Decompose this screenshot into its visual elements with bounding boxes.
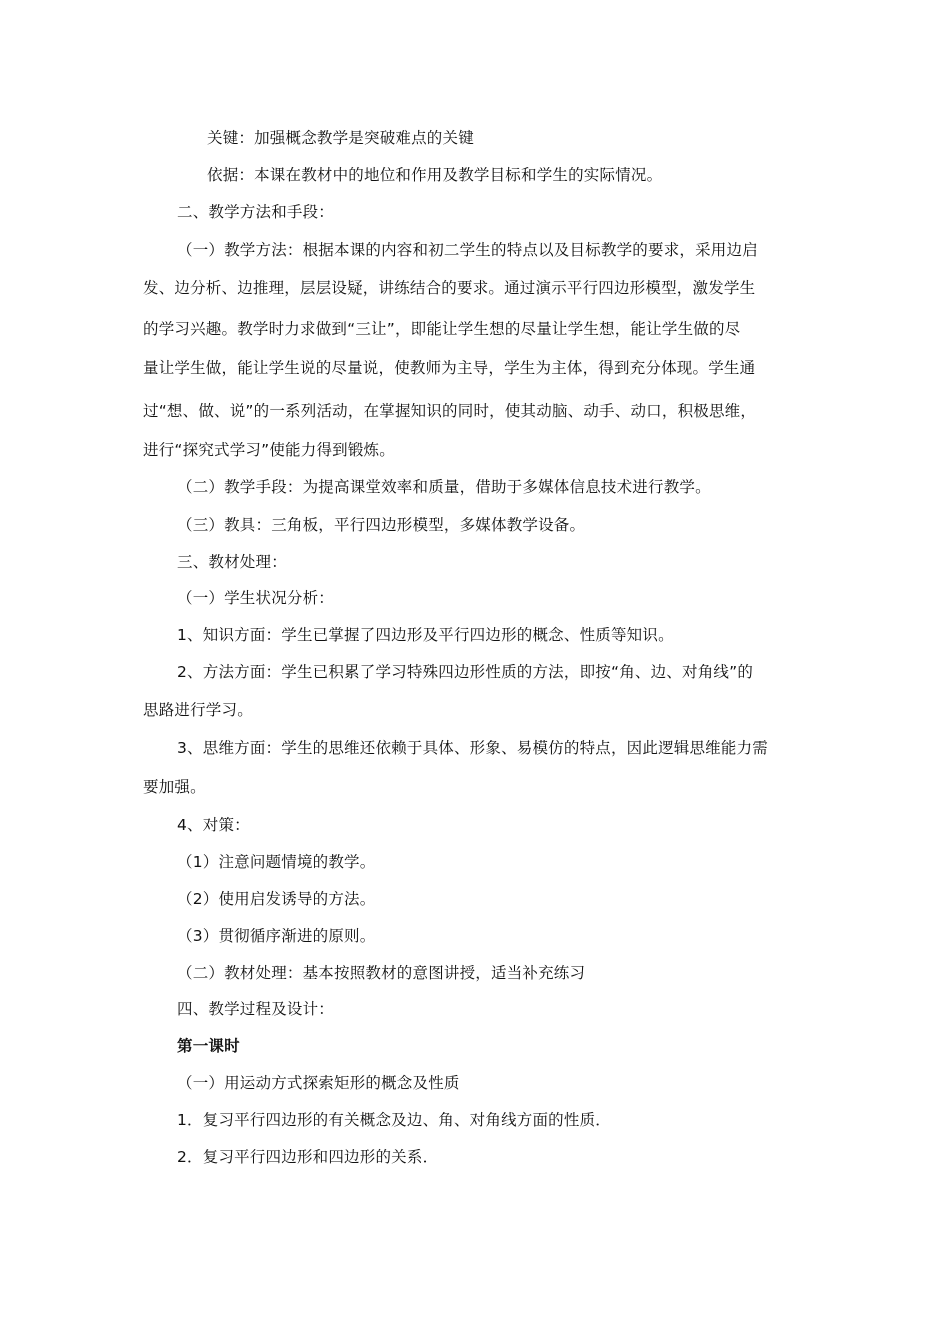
- paragraph-line: （一）教学方法：根据本课的内容和初二学生的特点以及目标教学的要求，采用边启: [177, 241, 758, 259]
- list-item: 4、对策：: [177, 816, 250, 834]
- paragraph-line: 发、边分析、边推理，层层设疑，讲练结合的要求。通过演示平行四边形模型，激发学生: [143, 279, 756, 297]
- paragraph-line: （三）教具：三角板，平行四边形模型，多媒体教学设备。: [177, 516, 586, 534]
- section-heading-2: 二、教学方法和手段：: [177, 203, 335, 221]
- paragraph-line: 的学习兴趣。教学时力求做到“三让”，即能让学生想的尽量让学生想，能让学生做的尽: [143, 320, 741, 338]
- list-item: 1．复习平行四边形的有关概念及边、角、对角线方面的性质．: [177, 1111, 611, 1129]
- list-item: （1）注意问题情境的教学。: [177, 853, 376, 871]
- paragraph-line: 量让学生做，能让学生说的尽量说，使教师为主导，学生为主体，得到充分体现。学生通: [143, 359, 756, 377]
- list-item: 1、知识方面：学生已掌握了四边形及平行四边形的概念、性质等知识。: [177, 626, 674, 644]
- paragraph-line: （二）教学手段：为提高课堂效率和质量，借助于多媒体信息技术进行教学。: [177, 478, 711, 496]
- list-item: （3）贯彻循序渐进的原则。: [177, 927, 376, 945]
- key-point-line: 关键：加强概念教学是突破难点的关键: [207, 129, 474, 147]
- section-heading-4: 四、教学过程及设计：: [177, 1000, 335, 1018]
- section-heading-3: 三、教材处理：: [177, 553, 287, 571]
- list-item: 2、方法方面：学生已积累了学习特殊四边形性质的方法，即按“角、边、对角线”的: [177, 663, 754, 681]
- list-item: 2．复习平行四边形和四边形的关系．: [177, 1148, 439, 1166]
- list-item: （2）使用启发诱导的方法。: [177, 890, 376, 908]
- subsection-heading: （二）教材处理：基本按照教材的意图讲授，适当补充练习: [177, 964, 586, 982]
- paragraph-line: 进行“探究式学习”使能力得到锻炼。: [143, 441, 395, 459]
- paragraph-line: 过“想、做、说”的一系列活动，在掌握知识的同时，使其动脑、动手、动口，积极思维，: [143, 402, 757, 420]
- lesson-title: 第一课时: [177, 1037, 240, 1055]
- basis-line: 依据：本课在教材中的地位和作用及教学目标和学生的实际情况。: [207, 166, 663, 184]
- list-item-continuation: 要加强。: [143, 778, 206, 796]
- list-item-continuation: 思路进行学习。: [143, 701, 253, 719]
- list-item: 3、思维方面：学生的思维还依赖于具体、形象、易模仿的特点，因此逻辑思维能力需: [177, 739, 768, 757]
- subsection-heading: （一）用运动方式探索矩形的概念及性质: [177, 1074, 460, 1092]
- subsection-heading: （一）学生状况分析：: [177, 589, 335, 607]
